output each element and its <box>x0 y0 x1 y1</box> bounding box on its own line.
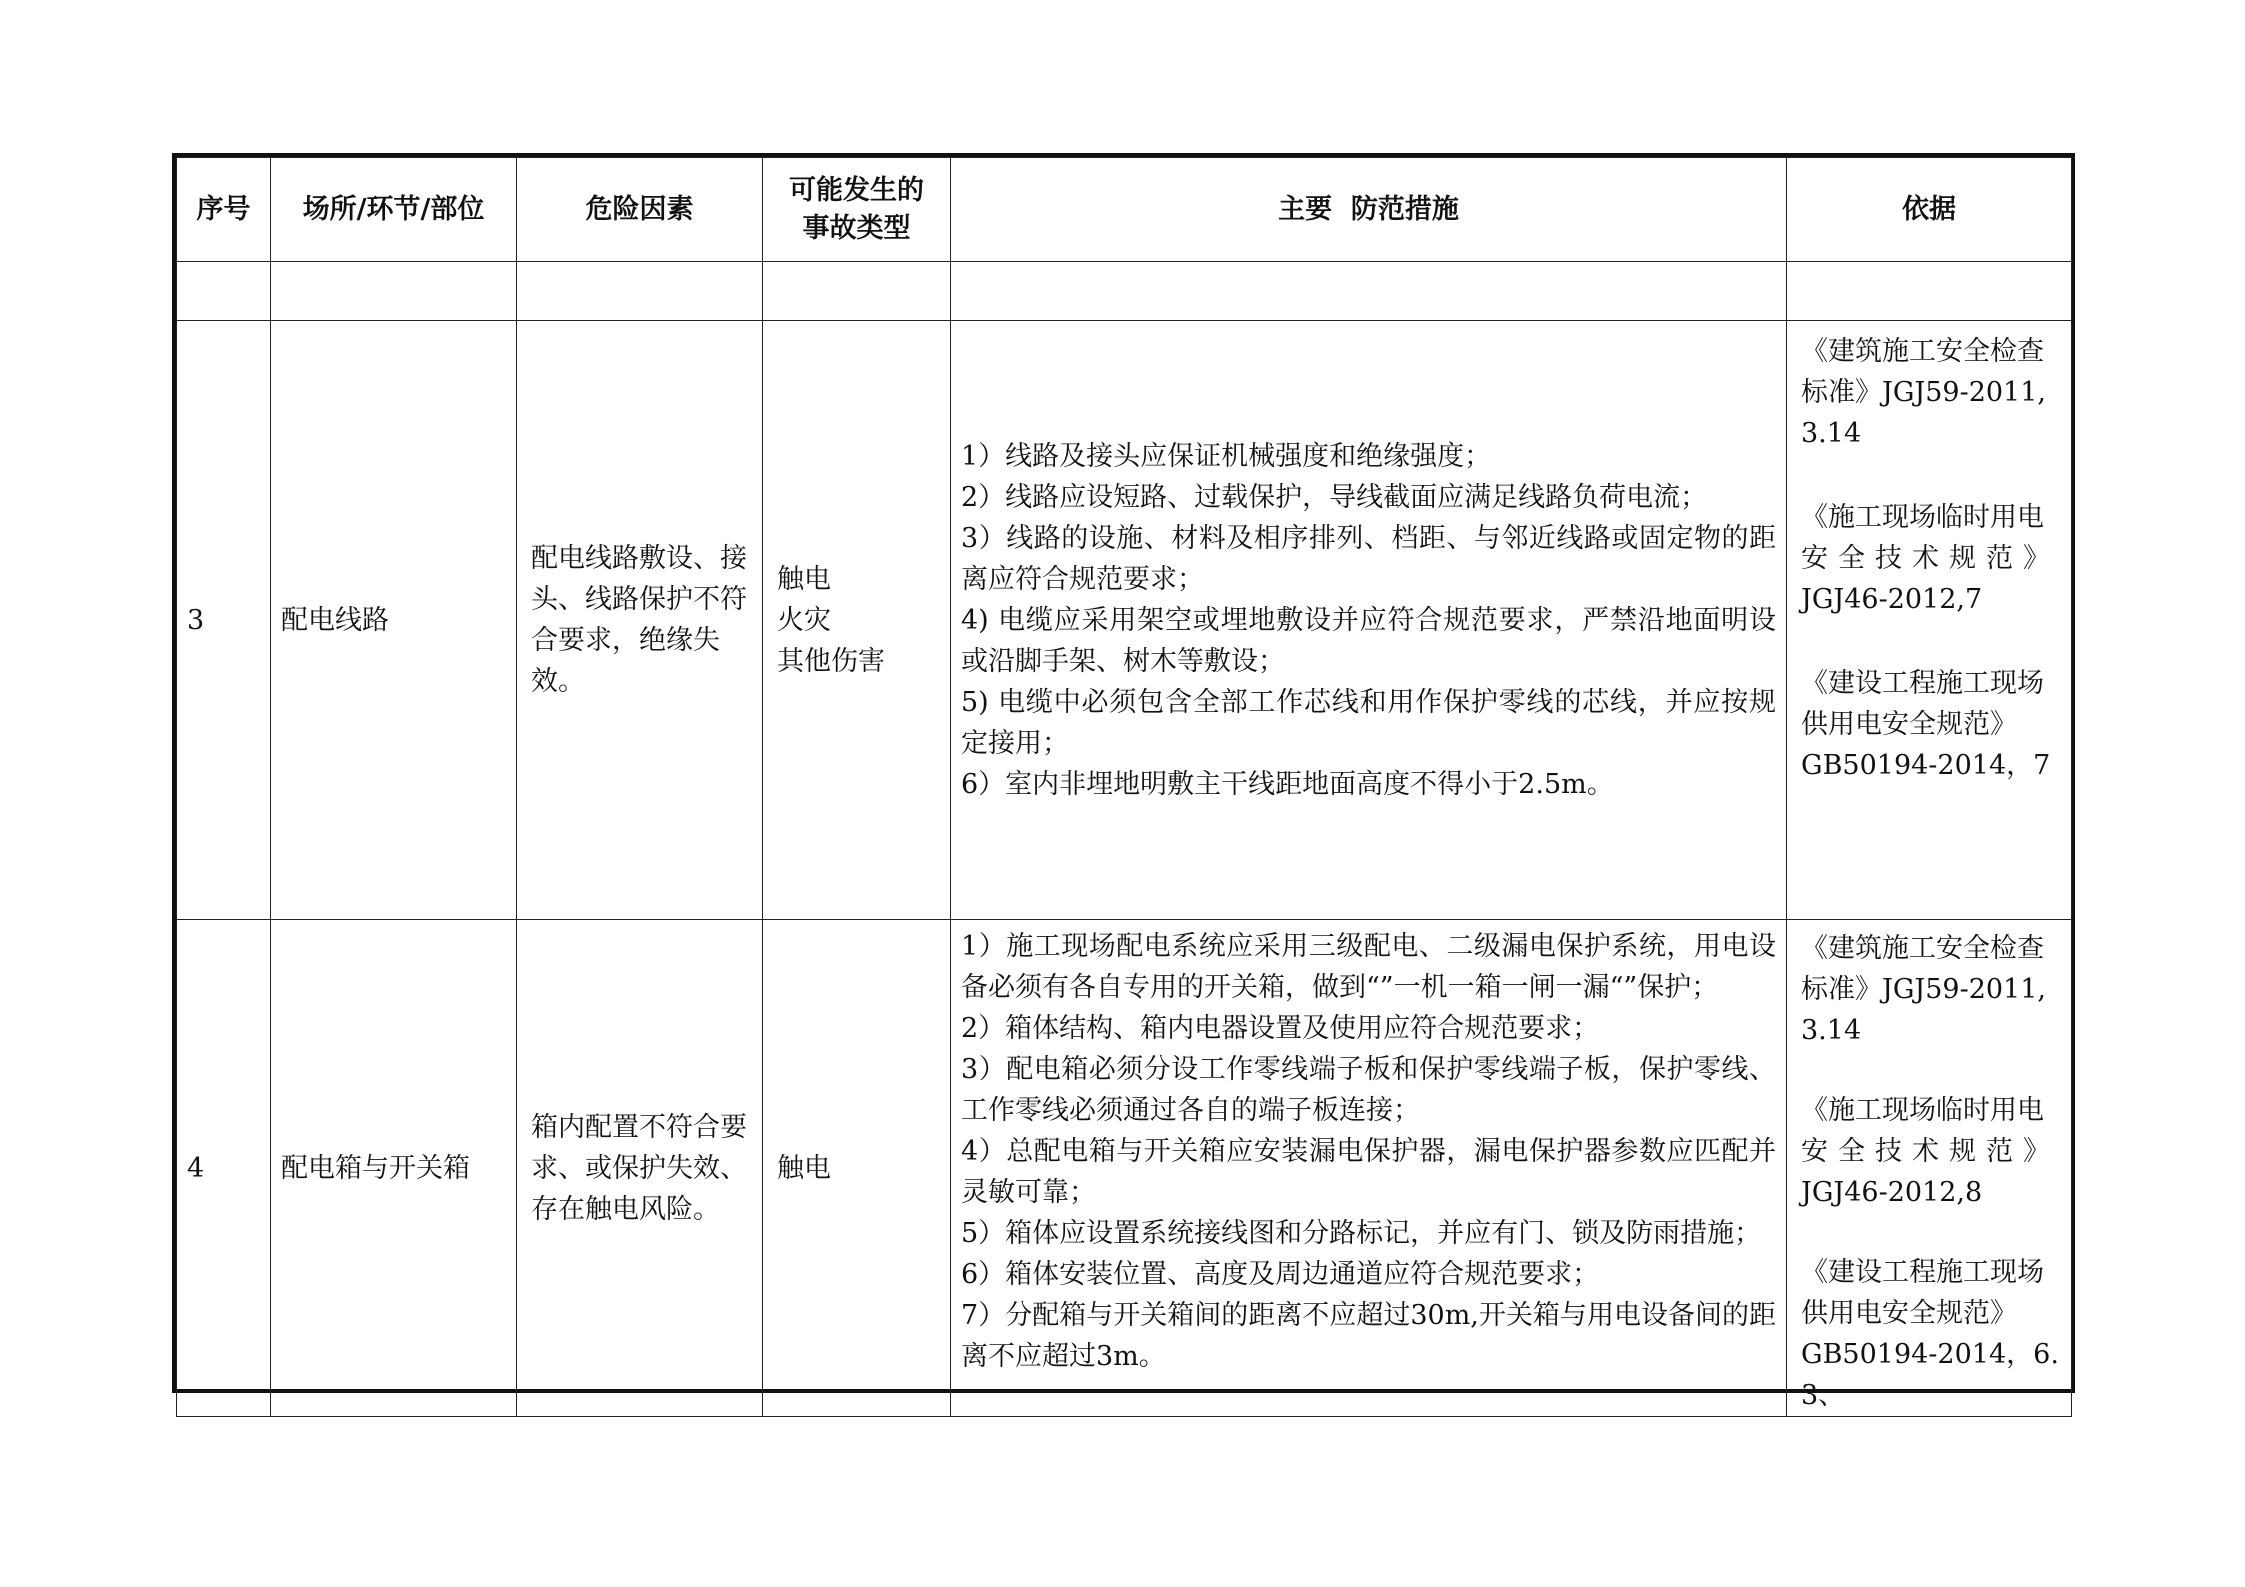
row-measures <box>951 920 1787 1417</box>
header-accident-line2: 事故类型 <box>802 212 911 244</box>
basis-line: 3.14 <box>1801 1015 1862 1046</box>
measure-item: 1）施工现场配电系统应采用三级配电、二级漏电保护系统，用电设备必须有各自专用的开关箱，做到“”一机一箱一闸一漏“”保护； <box>961 931 1776 1003</box>
row-basis <box>1787 920 2072 1417</box>
row-no: 3 <box>177 321 271 920</box>
header-measures: 主要 防范措施 <box>951 158 1787 262</box>
empty-cell <box>177 262 271 321</box>
basis-reference <box>1801 1252 2061 1416</box>
measure-item: 1）线路及接头应保证机械强度和绝缘强度； <box>961 440 1492 472</box>
basis-line: GB50194-2014，7 <box>1801 750 2051 781</box>
table-empty-row <box>177 262 2072 321</box>
measure-item: 2）箱体结构、箱内电器设置及使用应符合规范要求； <box>961 1013 1600 1044</box>
basis-line: 标准》JGJ59-2011, <box>1801 974 2046 1005</box>
empty-cell <box>763 262 951 321</box>
table-row <box>177 920 2072 1417</box>
basis-line: 《建筑施工安全检查 <box>1801 336 2044 367</box>
basis-line: 《建设工程施工现场 <box>1801 1257 2044 1288</box>
row-measures <box>951 321 1787 920</box>
measure-item: 6）箱体安装位置、高度及周边通道应符合规范要求； <box>961 1259 1600 1290</box>
basis-line: 《建筑施工安全检查 <box>1801 933 2044 964</box>
basis-line: 3.14 <box>1801 418 1862 449</box>
row-hazard: 配电线路敷设、接头、线路保护不符合要求，绝缘失效。 <box>517 321 763 920</box>
basis-line: GB50194-2014，6.3、 <box>1801 1339 2059 1411</box>
table-row <box>177 321 2072 920</box>
accident-item: 其他伤害 <box>777 645 885 677</box>
empty-cell <box>271 262 517 321</box>
measure-item: 3）配电箱必须分设工作零线端子板和保护零线端子板，保护零线、工作零线必须通过各自的端子板连接； <box>961 1054 1776 1126</box>
risk-table-frame <box>172 153 2075 1411</box>
header-accident-line1: 可能发生的 <box>789 174 924 206</box>
header-accident <box>763 158 951 262</box>
basis-line: 《施工现场临时用电 <box>1801 1095 2044 1126</box>
row-accidents <box>763 321 951 920</box>
header-basis: 依据 <box>1787 158 2072 262</box>
basis-reference <box>1801 331 2061 454</box>
basis-line: 安全技术规范》 <box>1801 1136 2060 1167</box>
basis-line: 《建设工程施工现场 <box>1801 668 2044 699</box>
basis-reference <box>1801 497 2061 620</box>
measure-item: 3）线路的设施、材料及相序排列、档距、与邻近线路或固定物的距离应符合规范要求； <box>961 522 1776 595</box>
header-hazard: 危险因素 <box>517 158 763 262</box>
empty-cell <box>517 262 763 321</box>
empty-cell <box>1787 262 2072 321</box>
measure-item: 4) 电缆应采用架空或埋地敷设并应符合规范要求，严禁沿地面明设或沿脚手架、树木等敷设； <box>961 604 1776 677</box>
measure-item: 7）分配箱与开关箱间的距离不应超过30m,开关箱与用电设备间的距离不应超过3m。 <box>961 1300 1776 1372</box>
accident-item: 触电 <box>777 563 831 595</box>
measure-item: 5）箱体应设置系统接线图和分路标记，并应有门、锁及防雨措施； <box>961 1218 1762 1249</box>
measure-item: 5) 电缆中必须包含全部工作芯线和用作保护零线的芯线，并应按规定接用； <box>961 686 1776 759</box>
basis-reference <box>1801 928 2061 1051</box>
risk-table <box>176 157 2072 1417</box>
basis-line: 安全技术规范》 <box>1801 543 2060 574</box>
empty-cell <box>951 262 1787 321</box>
basis-line: 《施工现场临时用电 <box>1801 502 2044 533</box>
row-hazard: 箱内配置不符合要求、或保护失效、存在触电风险。 <box>517 920 763 1417</box>
basis-line: 供用电安全规范》 <box>1801 1298 2017 1329</box>
table-header-row <box>177 158 2072 262</box>
basis-line: 标准》JGJ59-2011, <box>1801 377 2046 408</box>
row-place: 配电箱与开关箱 <box>271 920 517 1417</box>
header-no: 序号 <box>177 158 271 262</box>
row-place: 配电线路 <box>271 321 517 920</box>
row-accidents <box>763 920 951 1417</box>
basis-reference <box>1801 663 2061 786</box>
basis-line: 供用电安全规范》 <box>1801 709 2017 740</box>
accident-item: 火灾 <box>777 604 831 636</box>
accident-item: 触电 <box>777 1152 831 1184</box>
header-place: 场所/环节/部位 <box>271 158 517 262</box>
measure-item: 2）线路应设短路、过载保护，导线截面应满足线路负荷电流； <box>961 481 1708 513</box>
basis-line: JGJ46-2012,8 <box>1801 1177 1983 1208</box>
row-no: 4 <box>177 920 271 1417</box>
basis-line: JGJ46-2012,7 <box>1801 584 1983 615</box>
row-basis <box>1787 321 2072 920</box>
basis-reference <box>1801 1090 2061 1213</box>
measure-item: 6）室内非埋地明敷主干线距地面高度不得小于2.5m。 <box>961 768 1614 800</box>
measure-item: 4）总配电箱与开关箱应安装漏电保护器，漏电保护器参数应匹配并灵敏可靠； <box>961 1136 1776 1208</box>
